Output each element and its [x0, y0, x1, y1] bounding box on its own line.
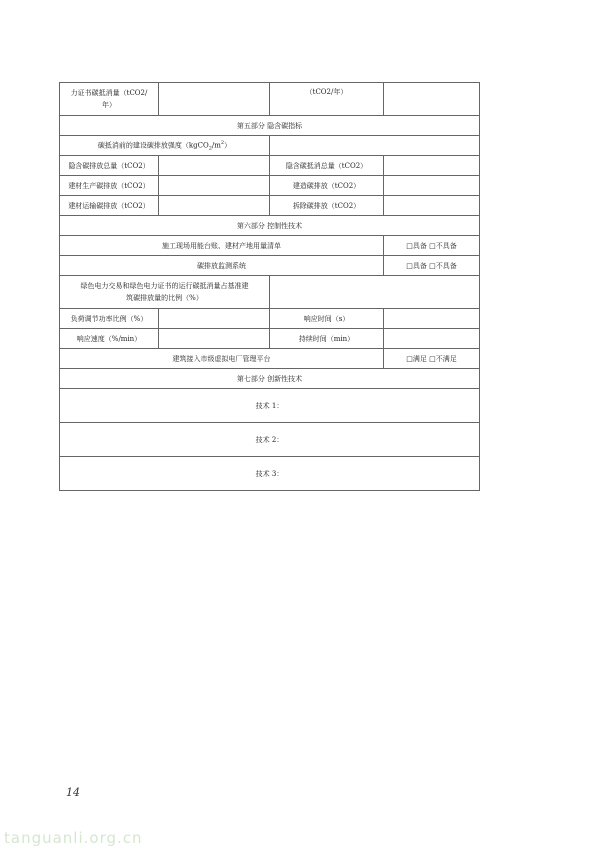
duration-label: 持续时间（min） — [270, 329, 384, 349]
green-power-ratio-label: 绿色电力交易和绿色电力证书的运行碳抵消量占基准建 筑碳排放量的比例（%） — [60, 276, 270, 309]
green-cert-annual-label: （tCO2/年） — [270, 83, 384, 116]
embodied-offset-value[interactable] — [384, 156, 480, 176]
form-row — [60, 256, 480, 276]
form-row — [60, 389, 480, 423]
form-row — [60, 457, 480, 491]
form-row — [60, 329, 480, 349]
section-row — [60, 369, 480, 389]
vpp-platform-label: 建筑接入市级虚拟电厂管理平台 — [60, 349, 384, 369]
green-cert-offset-value[interactable] — [159, 83, 270, 116]
carbon-intensity-value[interactable] — [270, 136, 480, 156]
response-time-label: 响应时间（s） — [270, 309, 384, 329]
embodied-offset-label: 隐含碳抵消总量（tCO2） — [270, 156, 384, 176]
demolition-emission-label: 拆除碳排放（tCO2） — [270, 196, 384, 216]
carbon-intensity-label: 碳抵消前的建设碳排放强度$(kgCO_2/m^2)$ — [60, 136, 270, 156]
watermark-text: tanguanli.org.cn — [4, 829, 143, 847]
monitoring-system-options[interactable]: □具备 □不具备 — [384, 256, 480, 276]
response-time-value[interactable] — [384, 309, 480, 329]
construction-emission-value[interactable] — [384, 176, 480, 196]
load-regulation-label: 负荷调节功率比例（%） — [60, 309, 159, 329]
form-row — [60, 423, 480, 457]
section-6-heading: 第六部分 控制性技术 — [60, 216, 480, 236]
evaluation-form-table — [59, 82, 480, 491]
embodied-total-value[interactable] — [159, 156, 270, 176]
material-production-value[interactable] — [159, 176, 270, 196]
demolition-emission-value[interactable] — [384, 196, 480, 216]
form-row — [60, 176, 480, 196]
technology-2-field[interactable]: 技术 2： — [60, 423, 480, 457]
form-row — [60, 349, 480, 369]
form-row — [60, 196, 480, 216]
site-ledger-label: 施工现场用能台账、建材产地用量清单 — [60, 236, 384, 256]
section-5-heading: 第五部分 隐含碳指标 — [60, 116, 480, 136]
section-row — [60, 216, 480, 236]
material-transport-label: 建材运输碳排放（tCO2） — [60, 196, 159, 216]
form-row — [60, 276, 480, 309]
green-cert-annual-value[interactable] — [384, 83, 480, 116]
form-row — [60, 83, 480, 116]
green-power-ratio-value[interactable] — [270, 276, 480, 309]
vpp-platform-options[interactable]: □满足 □不满足 — [384, 349, 480, 369]
form-row — [60, 136, 480, 156]
green-cert-offset-label: 力证书碳抵消量（tCO2/ 年） — [60, 83, 159, 116]
section-row — [60, 116, 480, 136]
section-7-heading: 第七部分 创新性技术 — [60, 369, 480, 389]
duration-value[interactable] — [384, 329, 480, 349]
site-ledger-options[interactable]: □具备 □不具备 — [384, 236, 480, 256]
construction-emission-label: 建造碳排放（tCO2） — [270, 176, 384, 196]
material-production-label: 建材生产碳排放（tCO2） — [60, 176, 159, 196]
form-row — [60, 309, 480, 329]
form-row — [60, 156, 480, 176]
technology-3-field[interactable]: 技术 3： — [60, 457, 480, 491]
embodied-total-label: 隐含碳排放总量（tCO2） — [60, 156, 159, 176]
response-speed-value[interactable] — [159, 329, 270, 349]
monitoring-system-label: 碳排放监测系统 — [60, 256, 384, 276]
form-row — [60, 236, 480, 256]
response-speed-label: 响应速度（%/min） — [60, 329, 159, 349]
technology-1-field[interactable]: 技术 1： — [60, 389, 480, 423]
page-number: 14 — [66, 786, 80, 799]
material-transport-value[interactable] — [159, 196, 270, 216]
load-regulation-value[interactable] — [159, 309, 270, 329]
